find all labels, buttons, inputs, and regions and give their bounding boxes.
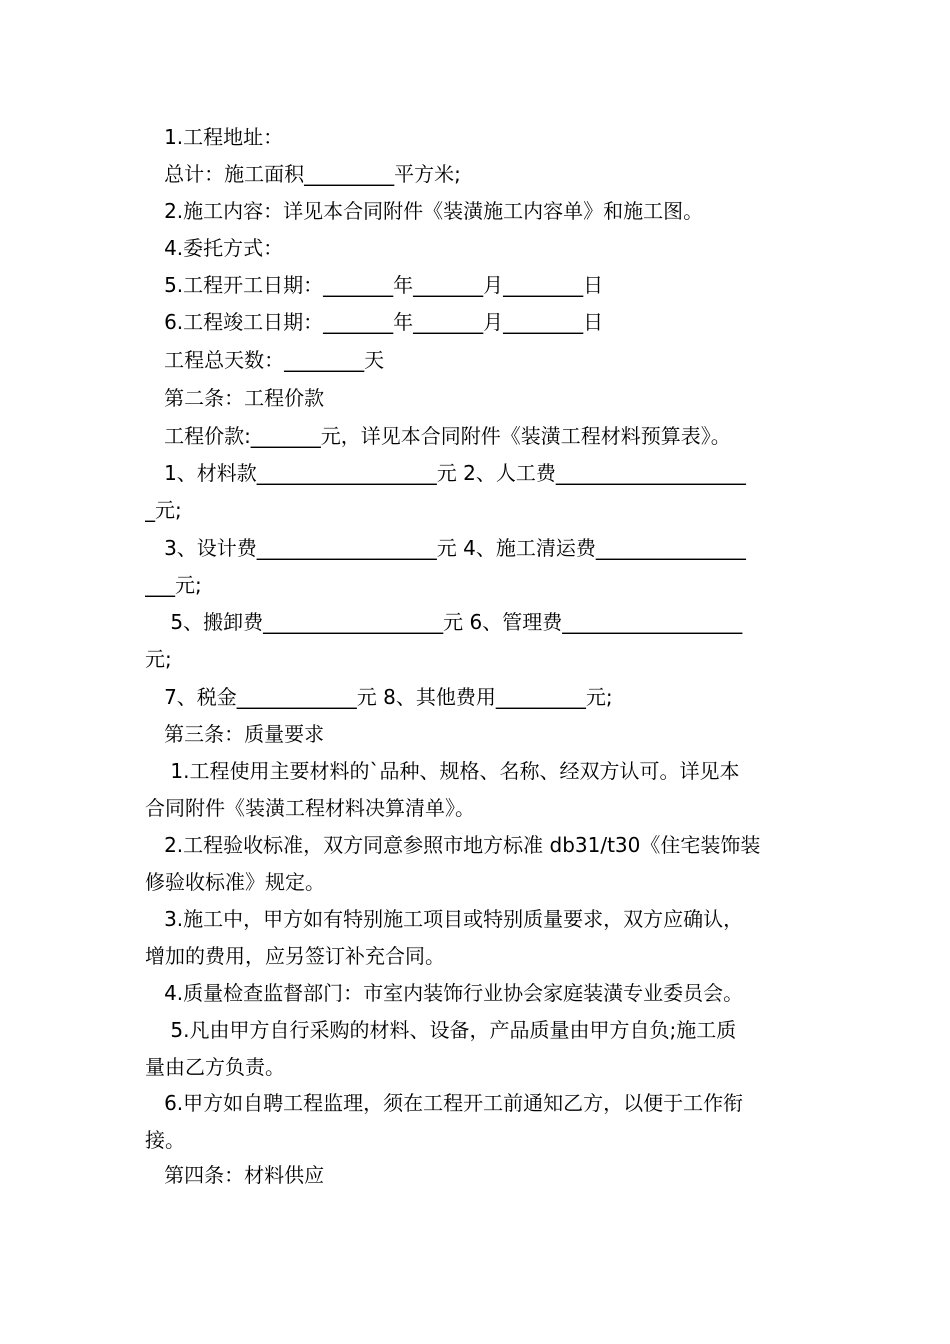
section-heading: 第三条：质量要求: [145, 722, 325, 746]
text-line: 修验收标准》规定。: [145, 870, 325, 894]
text-line: 6.工程竣工日期：_______年_______月________日: [145, 310, 604, 334]
text-line: 工程价款:_______元，详见本合同附件《装潢工程材料预算表》。: [145, 424, 731, 448]
text-line: 合同附件《装潢工程材料决算清单》。: [145, 796, 475, 820]
text-line: 5、搬卸费__________________元 6、管理费__________________: [145, 610, 743, 634]
section-heading: 第二条：工程价款: [145, 386, 325, 410]
section-heading: 第四条：材料供应: [145, 1163, 325, 1187]
text-line: 量由乙方负责。: [145, 1055, 285, 1079]
text-line: 1、材料款__________________元 2、人工费___________________: [145, 461, 746, 485]
text-line: 4.质量检查监督部门：市室内装饰行业协会家庭装潢专业委员会。: [145, 981, 744, 1005]
text-line: 2.施工内容：详见本合同附件《装潢施工内容单》和施工图。: [145, 199, 704, 223]
text-line: 1.工程地址：: [145, 125, 284, 149]
text-line: 3、设计费__________________元 4、施工清运费_______________: [145, 536, 746, 560]
text-line: 接。: [145, 1128, 185, 1152]
text-line: 5.工程开工日期：_______年_______月________日: [145, 273, 604, 297]
text-line: 增加的费用，应另签订补充合同。: [145, 944, 445, 968]
text-line: 6.甲方如自聘工程监理，须在工程开工前通知乙方，以便于工作衔: [145, 1091, 744, 1115]
text-line: 7、税金____________元 8、其他费用_________元;: [145, 685, 613, 709]
text-line: _元;: [145, 498, 182, 522]
text-line: 1.工程使用主要材料的`品种、规格、名称、经双方认可。详见本: [145, 759, 740, 783]
text-line: 3.施工中，甲方如有特别施工项目或特别质量要求，双方应确认，: [145, 907, 744, 931]
text-line: 元;: [145, 647, 172, 671]
text-line: 总计：施工面积_________平方米;: [145, 162, 461, 186]
text-line: 5.凡由甲方自行采购的材料、设备，产品质量由甲方自负;施工质: [145, 1018, 737, 1042]
text-line: 4.委托方式：: [145, 236, 284, 260]
text-line: 2.工程验收标准，双方同意参照市地方标准 db31/t30《住宅装饰装: [145, 833, 761, 857]
text-line: ___元;: [145, 573, 202, 597]
text-line: 工程总天数：________天: [145, 348, 385, 372]
